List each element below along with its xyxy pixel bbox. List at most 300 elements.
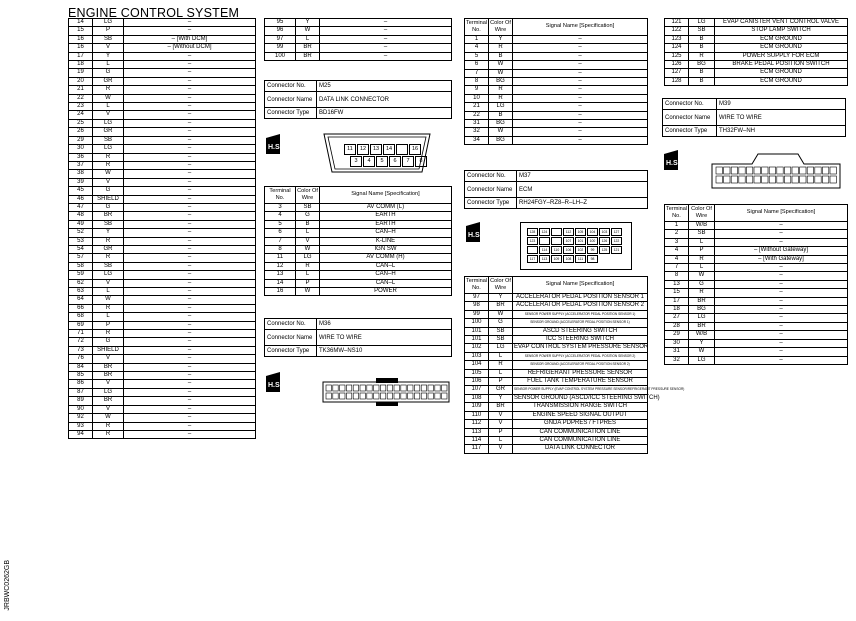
terminal-cell: 5 xyxy=(465,52,489,60)
table-row xyxy=(69,111,256,119)
signal-table-m25 xyxy=(264,186,452,296)
connector-type-label: Connector Type xyxy=(465,198,517,209)
terminal-cell: 37 xyxy=(69,161,93,169)
connector-cavity xyxy=(380,385,385,391)
connector-cavity xyxy=(769,167,775,174)
header-signal: Signal Name [Specification] xyxy=(513,19,648,36)
terminal-cell: 109 xyxy=(465,403,489,411)
terminal-cell: 101 xyxy=(465,336,489,344)
table-row xyxy=(69,119,256,127)
signal-cell: – xyxy=(124,304,256,312)
header-signal: Signal Name [Specification] xyxy=(320,187,452,204)
table-row xyxy=(665,264,848,272)
color-cell: R xyxy=(93,86,124,94)
signal-cell: – xyxy=(320,44,452,52)
connector-pin: 112 xyxy=(563,228,574,236)
terminal-cell: 3 xyxy=(665,238,689,246)
signal-cell: – xyxy=(124,363,256,371)
terminal-cell: 45 xyxy=(69,187,93,195)
terminal-cell: 110 xyxy=(465,411,489,419)
terminal-cell: 86 xyxy=(69,380,93,388)
terminal-cell: 18 xyxy=(69,61,93,69)
color-cell: L xyxy=(489,436,513,444)
header-terminal: Terminal No. xyxy=(265,187,296,204)
table-row xyxy=(665,297,848,305)
color-cell: V xyxy=(93,111,124,119)
connector-pin xyxy=(551,237,562,245)
terminal-cell: 107 xyxy=(465,386,489,394)
table-row xyxy=(665,77,848,85)
connector-pin: 103 xyxy=(599,228,610,236)
signal-cell: STOP LAMP SWITCH xyxy=(715,27,848,35)
connector-cavity xyxy=(762,176,768,183)
terminal-table-4 xyxy=(664,18,848,86)
signal-cell: – xyxy=(124,380,256,388)
connector-pin: 107 xyxy=(563,237,574,245)
signal-cell: – xyxy=(715,331,848,339)
svg-text:H.S.: H.S. xyxy=(268,382,282,389)
signal-cell: SENSOR GROUND (ACCELERATOR PEDAL POSITION SENSOR 2) xyxy=(513,361,648,369)
terminal-cell: 68 xyxy=(69,313,93,321)
color-cell: Y xyxy=(93,229,124,237)
color-cell: BR xyxy=(489,403,513,411)
signal-cell: – xyxy=(124,346,256,354)
signal-cell: – xyxy=(513,44,648,52)
terminal-cell: 121 xyxy=(665,19,689,27)
color-cell: SB xyxy=(93,220,124,228)
table-row xyxy=(69,245,256,253)
color-cell: R xyxy=(93,237,124,245)
signal-cell: ASCD STEERING SWITCH xyxy=(513,327,648,335)
terminal-cell: 27 xyxy=(665,314,689,322)
connector-type-value: BD16FW xyxy=(317,108,452,119)
signal-cell: – xyxy=(124,69,256,77)
signal-cell: SENSOR POWER SUPPLY (EVAP CONTROL SYSTEM PRESSURE SENSOR/REFRIGERANT PRESSURE SENSOR) xyxy=(513,386,648,394)
connector-pin: 123 xyxy=(527,237,538,245)
hs-badge-m39 xyxy=(664,150,690,170)
table-row xyxy=(665,27,848,35)
terminal-cell: 16 xyxy=(69,44,93,52)
color-cell: B xyxy=(689,77,715,85)
connector-cavity xyxy=(800,167,806,174)
color-cell: R xyxy=(93,422,124,430)
table-row xyxy=(665,306,848,314)
table-row xyxy=(69,422,256,430)
signal-cell: ACCELERATOR PEDAL POSITION SENSOR 2 xyxy=(513,302,648,310)
connector-pin: 109 xyxy=(551,255,562,263)
connector-cavity xyxy=(387,393,392,399)
connector-cavity xyxy=(394,385,399,391)
terminal-cell: 29 xyxy=(665,331,689,339)
signal-cell: – xyxy=(124,170,256,178)
color-cell: W xyxy=(489,310,513,318)
table-row xyxy=(465,361,648,369)
terminal-cell: 84 xyxy=(69,363,93,371)
color-cell: G xyxy=(93,69,124,77)
connector-pin: 4 xyxy=(363,156,375,167)
table-row xyxy=(69,61,256,69)
color-cell: LG xyxy=(489,103,513,111)
table-row xyxy=(69,321,256,329)
table-row xyxy=(265,237,452,245)
table-row xyxy=(69,380,256,388)
connector-pin: 117 xyxy=(527,255,538,263)
color-cell: LG xyxy=(93,271,124,279)
signal-cell: – xyxy=(124,397,256,405)
table-row xyxy=(465,420,648,428)
signal-cell: – xyxy=(124,330,256,338)
signal-cell: EARTH xyxy=(320,212,452,220)
table-row xyxy=(465,61,648,69)
color-cell: R xyxy=(93,430,124,438)
connector-pin: 114 xyxy=(539,246,550,254)
connector-cavity xyxy=(716,167,722,174)
header-terminal: Terminal No. xyxy=(665,205,689,222)
terminal-cell: 13 xyxy=(665,280,689,288)
color-cell: G xyxy=(489,319,513,327)
table-row xyxy=(465,386,648,394)
terminal-cell: 2 xyxy=(665,230,689,238)
terminal-cell: 8 xyxy=(265,246,296,254)
color-cell: V xyxy=(296,237,320,245)
connector-cavity xyxy=(346,385,351,391)
connector-cavity xyxy=(807,176,813,183)
signal-cell: – xyxy=(513,136,648,144)
connector-cavity xyxy=(408,385,413,391)
connector-diagram-m37 xyxy=(520,222,632,270)
terminal-cell: 30 xyxy=(69,145,93,153)
connector-pin: 7 xyxy=(402,156,414,167)
table-row xyxy=(665,280,848,288)
terminal-cell: 92 xyxy=(69,414,93,422)
figure-code: JRBWC0262GB xyxy=(4,560,11,611)
signal-cell: – xyxy=(715,272,848,280)
signal-cell: BRAKE PEDAL POSITION SWITCH xyxy=(715,61,848,69)
signal-cell: – xyxy=(513,120,648,128)
table-row xyxy=(69,363,256,371)
table-row xyxy=(665,230,848,238)
color-cell: L xyxy=(296,229,320,237)
terminal-cell: 32 xyxy=(465,128,489,136)
terminal-cell: 100 xyxy=(465,319,489,327)
table-row xyxy=(265,254,452,262)
terminal-cell: 59 xyxy=(69,271,93,279)
color-cell: SHIELD xyxy=(93,346,124,354)
terminal-cell: 48 xyxy=(69,212,93,220)
color-cell: R xyxy=(689,52,715,60)
terminal-cell: 96 xyxy=(265,27,296,35)
color-cell: LG xyxy=(689,19,715,27)
table-row xyxy=(665,348,848,356)
terminal-cell: 15 xyxy=(665,289,689,297)
signal-cell: GNDA PDPRES / FTPRES xyxy=(513,420,648,428)
connector-name-value: DATA LINK CONNECTOR xyxy=(317,92,452,108)
connector-cavity xyxy=(435,385,440,391)
signal-cell: – xyxy=(124,296,256,304)
terminal-cell: 31 xyxy=(465,120,489,128)
signal-cell: AV COMM (L) xyxy=(320,204,452,212)
connector-name-label: Connector Name xyxy=(663,110,717,126)
connector-pin xyxy=(551,228,562,236)
connector-cavity xyxy=(807,167,813,174)
table-row xyxy=(465,294,648,302)
table-row xyxy=(265,271,452,279)
connector-cavity xyxy=(754,176,760,183)
color-cell: P xyxy=(296,279,320,287)
terminal-cell: 22 xyxy=(69,94,93,102)
connector-cavity xyxy=(724,176,730,183)
terminal-cell: 23 xyxy=(69,103,93,111)
table-row xyxy=(665,238,848,246)
connector-cavity xyxy=(333,393,338,399)
connector-type-value: TK36MW–NS10 xyxy=(317,346,452,357)
color-cell: P xyxy=(93,321,124,329)
color-cell: W xyxy=(296,27,320,35)
signal-cell: CAN–L xyxy=(320,279,452,287)
connector-pin: 126 xyxy=(599,237,610,245)
connector-cavity xyxy=(340,385,345,391)
connector-info-m25 xyxy=(264,80,452,119)
header-terminal: Terminal No. xyxy=(465,277,489,294)
terminal-cell: 97 xyxy=(265,35,296,43)
table-row xyxy=(265,35,452,43)
color-cell: SB xyxy=(296,204,320,212)
color-cell: BR xyxy=(689,297,715,305)
color-cell: B xyxy=(489,111,513,119)
terminal-cell: 29 xyxy=(69,136,93,144)
color-cell: R xyxy=(489,361,513,369)
table-row xyxy=(69,304,256,312)
color-cell: L xyxy=(93,103,124,111)
color-cell: GR xyxy=(93,128,124,136)
terminal-cell: 71 xyxy=(69,330,93,338)
terminal-cell: 16 xyxy=(265,288,296,296)
terminal-cell: 25 xyxy=(69,119,93,127)
terminal-cell: 113 xyxy=(465,428,489,436)
signal-cell: – xyxy=(124,27,256,35)
terminal-cell: 117 xyxy=(465,445,489,453)
color-cell: W xyxy=(93,414,124,422)
connector-cavity xyxy=(374,393,379,399)
table-row xyxy=(69,279,256,287)
connector-pin: 6 xyxy=(389,156,401,167)
connector-cavity xyxy=(822,176,828,183)
table-row xyxy=(265,44,452,52)
terminal-cell: 98 xyxy=(465,302,489,310)
signal-cell: – xyxy=(124,195,256,203)
color-cell: LG xyxy=(296,254,320,262)
terminal-cell: 52 xyxy=(69,229,93,237)
table-row xyxy=(69,178,256,186)
signal-cell: – xyxy=(124,388,256,396)
color-cell: G xyxy=(93,187,124,195)
terminal-cell: 3 xyxy=(265,204,296,212)
color-cell: W xyxy=(93,94,124,102)
signal-cell: – xyxy=(513,61,648,69)
table-row xyxy=(265,19,452,27)
terminal-cell: 66 xyxy=(69,304,93,312)
connector-pin: 113 xyxy=(539,255,550,263)
color-cell: R xyxy=(689,289,715,297)
color-cell: B xyxy=(689,35,715,43)
color-cell: R xyxy=(93,161,124,169)
connector-cavity xyxy=(777,167,783,174)
signal-cell: – xyxy=(124,161,256,169)
header-color: Color Of Wire xyxy=(489,277,513,294)
table-row xyxy=(465,378,648,386)
color-cell: LG xyxy=(93,388,124,396)
signal-cell: ECM GROUND xyxy=(715,44,848,52)
signal-cell: ENGINE SPEED SIGNAL OUTPUT xyxy=(513,411,648,419)
terminal-cell: 4 xyxy=(665,247,689,255)
svg-text:H.S.: H.S. xyxy=(268,144,282,151)
connector-type-label: Connector Type xyxy=(265,346,317,357)
terminal-cell: 7 xyxy=(465,69,489,77)
table-row xyxy=(69,313,256,321)
color-cell: L xyxy=(689,264,715,272)
terminal-cell: 99 xyxy=(465,310,489,318)
terminal-cell: 90 xyxy=(69,405,93,413)
color-cell: GR xyxy=(93,245,124,253)
connector-cavity xyxy=(360,393,365,399)
signal-cell: – xyxy=(513,69,648,77)
table-row xyxy=(265,279,452,287)
terminal-cell: 103 xyxy=(465,352,489,360)
signal-cell: CAN COMMUNICATION LINE xyxy=(513,428,648,436)
connector-type-value: RH24FGY–RZ8–R–LH–Z xyxy=(517,198,648,209)
color-cell: LG xyxy=(93,19,124,27)
table-row xyxy=(465,369,648,377)
color-cell: LG xyxy=(93,145,124,153)
table-row xyxy=(69,288,256,296)
terminal-cell: 32 xyxy=(665,356,689,364)
terminal-cell: 20 xyxy=(69,77,93,85)
connector-cavity xyxy=(414,385,419,391)
color-cell: G xyxy=(689,280,715,288)
color-cell: L xyxy=(489,352,513,360)
connector-pin: 8 xyxy=(415,156,427,167)
signal-cell: – xyxy=(124,153,256,161)
connector-pin: 122 xyxy=(611,237,622,245)
signal-cell: – xyxy=(715,306,848,314)
color-cell: BR xyxy=(689,322,715,330)
table-row xyxy=(665,314,848,322)
connector-diagram-m36 xyxy=(322,376,452,408)
connector-cavity xyxy=(408,393,413,399)
table-row xyxy=(665,19,848,27)
terminal-cell: 122 xyxy=(665,27,689,35)
color-cell: B xyxy=(689,44,715,52)
color-cell: G xyxy=(296,212,320,220)
terminal-cell: 6 xyxy=(265,229,296,237)
color-cell: SB xyxy=(93,136,124,144)
connector-cavity xyxy=(731,176,737,183)
connector-cavity xyxy=(739,176,745,183)
signal-cell: ECM GROUND xyxy=(715,69,848,77)
color-cell: V xyxy=(489,420,513,428)
connector-cavity xyxy=(784,176,790,183)
terminal-cell: 15 xyxy=(69,27,93,35)
terminal-cell: 95 xyxy=(265,19,296,27)
connector-pin: 110 xyxy=(551,246,562,254)
connector-pin: 16 xyxy=(409,144,421,155)
header-signal: Signal Name [Specification] xyxy=(715,205,848,222)
connector-type-label: Connector Type xyxy=(663,126,717,137)
table-row xyxy=(265,246,452,254)
signal-cell: – xyxy=(513,36,648,44)
hs-badge-m25 xyxy=(266,134,292,154)
connector-cavity xyxy=(769,176,775,183)
connector-cavity xyxy=(421,393,426,399)
signal-cell: – xyxy=(715,356,848,364)
table-row xyxy=(69,153,256,161)
terminal-cell: 14 xyxy=(69,19,93,27)
terminal-cell: 72 xyxy=(69,338,93,346)
color-cell: W xyxy=(489,128,513,136)
color-cell: W xyxy=(93,170,124,178)
connector-no-label: Connector No. xyxy=(663,99,717,110)
color-cell: W xyxy=(489,69,513,77)
signal-cell: – xyxy=(124,262,256,270)
terminal-cell: 19 xyxy=(69,69,93,77)
color-cell: W xyxy=(296,288,320,296)
terminal-cell: 108 xyxy=(465,394,489,402)
table-row xyxy=(465,69,648,77)
color-cell: Y xyxy=(689,339,715,347)
color-cell: BG xyxy=(489,78,513,86)
signal-cell: CAN COMMUNICATION LINE xyxy=(513,436,648,444)
signal-cell: FUEL TANK TEMPERATURE SENSOR xyxy=(513,378,648,386)
terminal-cell: 89 xyxy=(69,397,93,405)
signal-cell: – xyxy=(124,187,256,195)
signal-cell: – xyxy=(715,289,848,297)
terminal-cell: 53 xyxy=(69,237,93,245)
connector-cavity xyxy=(333,385,338,391)
terminal-cell: 102 xyxy=(465,344,489,352)
color-cell: P xyxy=(489,378,513,386)
terminal-cell: 39 xyxy=(69,178,93,186)
connector-pin: 121 xyxy=(611,246,622,254)
table-row xyxy=(69,271,256,279)
connector-pin: 12 xyxy=(357,144,369,155)
header-color: Color Of Wire xyxy=(296,187,320,204)
terminal-cell: 1 xyxy=(465,36,489,44)
table-row xyxy=(465,327,648,335)
terminal-cell: 64 xyxy=(69,296,93,304)
color-cell: L xyxy=(296,271,320,279)
signal-cell: – xyxy=(124,220,256,228)
table-row xyxy=(69,372,256,380)
table-row xyxy=(665,247,848,255)
table-row xyxy=(69,86,256,94)
signal-cell: – xyxy=(124,405,256,413)
signal-cell: AV COMM (H) xyxy=(320,254,452,262)
connector-name-value: ECM xyxy=(517,182,648,198)
terminal-cell: 36 xyxy=(69,153,93,161)
terminal-cell: 12 xyxy=(265,262,296,270)
signal-cell: ECM GROUND xyxy=(715,35,848,43)
signal-cell: – xyxy=(124,237,256,245)
connector-cavity xyxy=(739,167,745,174)
signal-cell: POWER SUPPLY FOR ECM xyxy=(715,52,848,60)
color-cell: L xyxy=(93,313,124,321)
connector-name-label: Connector Name xyxy=(265,330,317,346)
table-row xyxy=(265,52,452,60)
table-row xyxy=(265,288,452,296)
connector-pin: 128 xyxy=(527,228,538,236)
connector-pin: 105 xyxy=(575,228,586,236)
table-row xyxy=(69,338,256,346)
